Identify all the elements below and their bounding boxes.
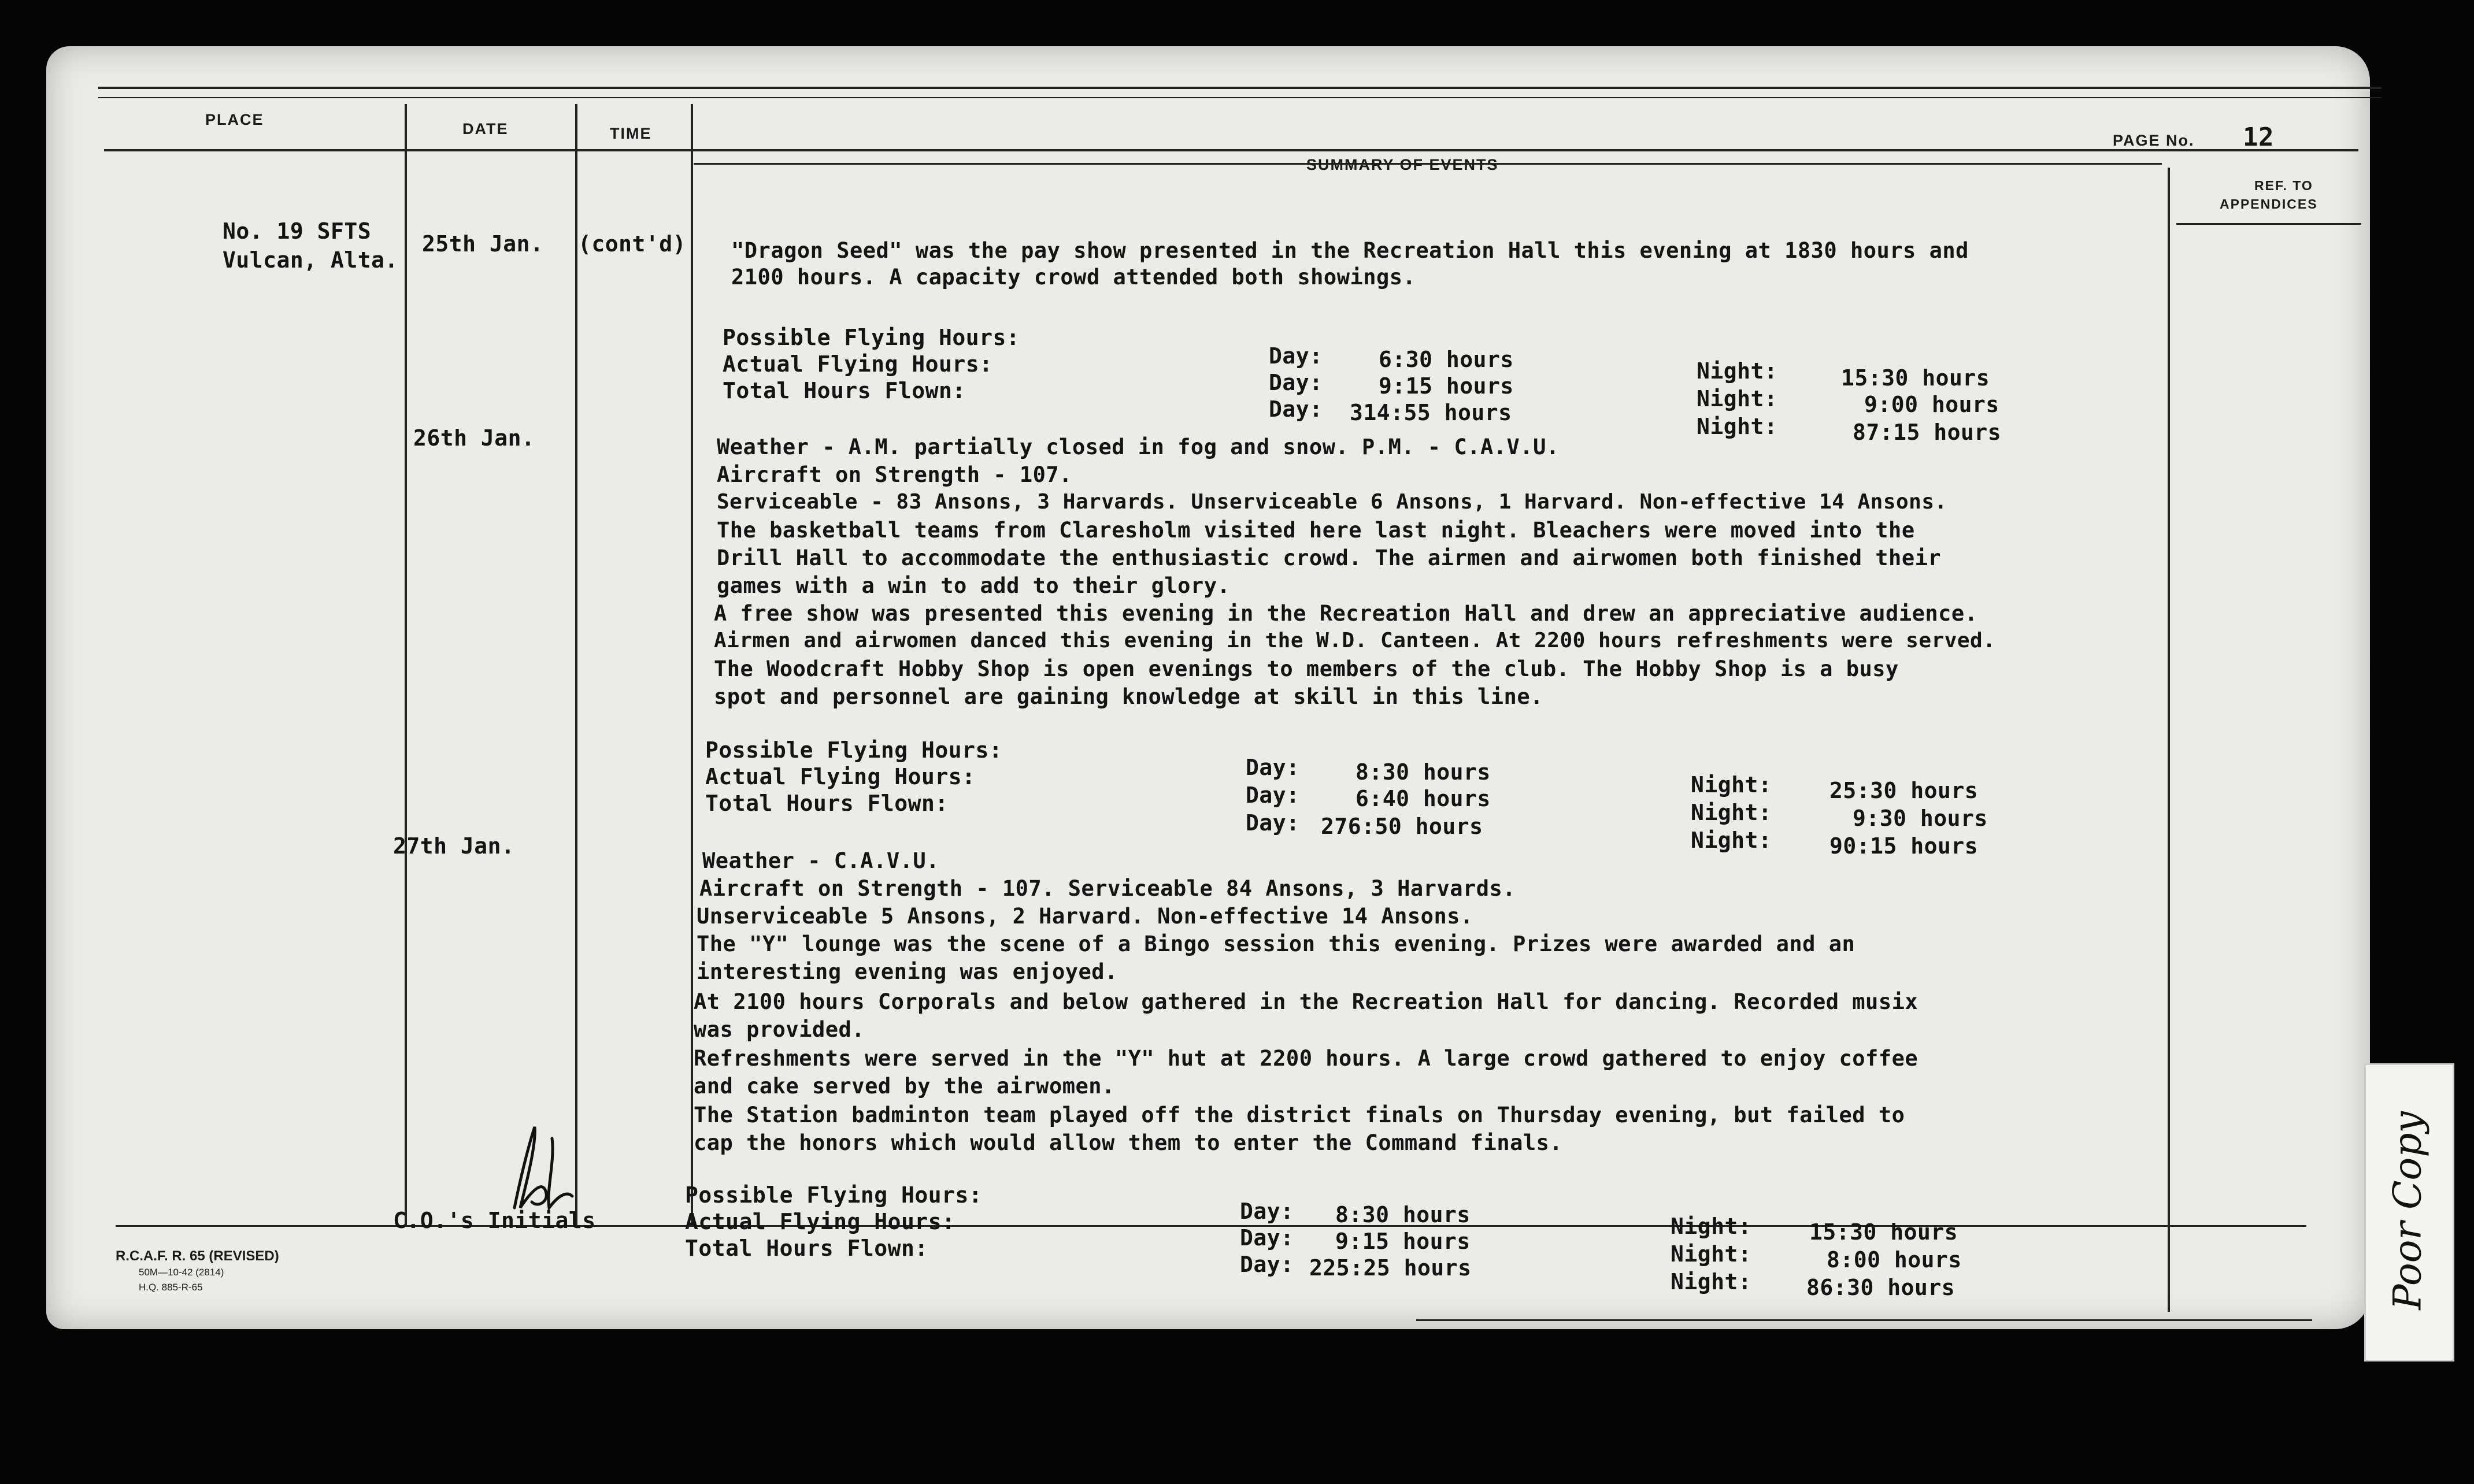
- jan27-line: Weather - C.A.V.U.: [702, 848, 939, 873]
- jan26-day-label: Day:: [1246, 810, 1300, 836]
- jan26-line: Aircraft on Strength - 107.: [717, 462, 1072, 487]
- jan25-night-total: 87:15 hours: [1853, 420, 2002, 445]
- jan27-day-actual: 9:15 hours: [1335, 1229, 1471, 1254]
- date-jan27: 27th Jan.: [393, 833, 515, 859]
- jan26-line: Weather - A.M. partially closed in fog and snow. P.M. - C.A.V.U.: [717, 435, 1560, 459]
- jan27-possible-label: Possible Flying Hours:: [685, 1182, 983, 1208]
- jan25-day-label: Day:: [1269, 396, 1323, 422]
- jan27-line: was provided.: [694, 1017, 865, 1042]
- jan25-total-label: Total Hours Flown:: [723, 378, 966, 403]
- jan27-line: Refreshments were served in the "Y" hut at 2200 hours. A large crowd gathered to enjoy coffee: [694, 1046, 1919, 1071]
- page-number: 12: [2243, 123, 2274, 152]
- jan27-line: Aircraft on Strength - 107. Serviceable 84 Ansons, 3 Harvards.: [699, 876, 1516, 901]
- header-rule-top: [98, 87, 2382, 89]
- co-initials-label: C.O.'s Initials: [393, 1208, 596, 1233]
- jan27-total-label: Total Hours Flown:: [685, 1236, 928, 1261]
- jan25-line: "Dragon Seed" was the pay show presented in the Recreation Hall this evening at 1830 hours and: [731, 238, 1969, 263]
- header-place: PLACE: [205, 111, 264, 128]
- jan26-line: games with a win to add to their glory.: [717, 573, 1231, 598]
- jan26-line: Serviceable - 83 Ansons, 3 Harvards. Unserviceable 6 Ansons, 1 Harvard. Non-effective 14 Ansons.: [717, 490, 1947, 514]
- jan26-possible-label: Possible Flying Hours:: [705, 737, 1003, 763]
- header-page-label: PAGE No.: [2113, 132, 2195, 149]
- jan25-day-actual: 9:15 hours: [1379, 373, 1514, 399]
- header-summary: SUMMARY OF EVENTS: [1306, 156, 1499, 173]
- jan27-day-total: 225:25 hours: [1309, 1255, 1472, 1281]
- jan25-night-label: Night:: [1697, 414, 1778, 439]
- jan26-night-label: Night:: [1691, 828, 1772, 853]
- jan26-day-label: Day:: [1246, 782, 1300, 808]
- jan25-night-label: Night:: [1697, 386, 1778, 411]
- jan26-day-possible: 8:30 hours: [1355, 759, 1491, 785]
- jan27-day-possible: 8:30 hours: [1335, 1202, 1471, 1227]
- form-line-3: H.Q. 885-R-65: [139, 1282, 203, 1293]
- jan27-night-actual: 8:00 hours: [1827, 1247, 1962, 1272]
- jan27-night-label: Night:: [1671, 1241, 1752, 1267]
- jan26-line: spot and personnel are gaining knowledge at skill in this line.: [714, 684, 1543, 709]
- jan26-night-label: Night:: [1691, 800, 1772, 825]
- jan27-line: At 2100 hours Corporals and below gathered in the Recreation Hall for dancing. Recorded musix: [694, 989, 1919, 1014]
- header-ref: REF. TO: [2254, 178, 2313, 193]
- time-contd: (cont'd): [578, 231, 687, 257]
- header-time: TIME: [610, 125, 652, 142]
- header-rule-top-2: [98, 97, 2382, 98]
- jan25-night-label: Night:: [1697, 358, 1778, 384]
- jan27-line: and cake served by the airwomen.: [694, 1074, 1115, 1099]
- jan26-line: The Woodcraft Hobby Shop is open evenings to members of the club. The Hobby Shop is a busy: [714, 656, 1899, 681]
- jan27-night-label: Night:: [1671, 1214, 1752, 1239]
- jan26-night-possible: 25:30 hours: [1829, 778, 1979, 803]
- co-signature: [480, 1121, 584, 1219]
- jan26-day-total: 276:50 hours: [1321, 814, 1483, 839]
- jan25-night-actual: 9:00 hours: [1864, 392, 1999, 417]
- form-name: R.C.A.F. R. 65 (REVISED): [116, 1248, 279, 1264]
- jan26-total-label: Total Hours Flown:: [705, 791, 949, 816]
- jan25-day-possible: 6:30 hours: [1379, 347, 1514, 372]
- date-jan25: 25th Jan.: [422, 231, 544, 257]
- header-appendices: APPENDICES: [2220, 196, 2318, 212]
- jan26-day-actual: 6:40 hours: [1355, 786, 1491, 811]
- jan27-day-label: Day:: [1240, 1252, 1294, 1277]
- jan25-day-label: Day:: [1269, 343, 1323, 369]
- jan25-actual-label: Actual Flying Hours:: [723, 351, 993, 377]
- header-date: DATE: [462, 120, 509, 138]
- col-rule-place-date: [405, 104, 407, 1225]
- jan26-night-total: 90:15 hours: [1829, 833, 1979, 859]
- punch-hole: [1405, 1367, 1440, 1403]
- form-line-2: 50M—10-42 (2814): [139, 1267, 224, 1278]
- jan27-day-label: Day:: [1240, 1225, 1294, 1251]
- punch-hole: [897, 1352, 933, 1388]
- jan27-actual-label: Actual Flying Hours:: [685, 1209, 955, 1234]
- col-rule-date-time: [575, 104, 577, 1225]
- jan25-night-possible: 15:30 hours: [1841, 365, 1990, 391]
- date-jan26: 26th Jan.: [413, 425, 535, 451]
- jan25-line: 2100 hours. A capacity crowd attended both showings.: [731, 265, 1416, 290]
- poor-copy-note: Poor Copy: [2385, 1111, 2430, 1310]
- jan27-night-possible: 15:30 hours: [1809, 1219, 1958, 1245]
- jan27-line: Unserviceable 5 Ansons, 2 Harvard. Non-effective 14 Ansons.: [697, 904, 1473, 929]
- jan25-possible-label: Possible Flying Hours:: [723, 325, 1020, 350]
- jan26-line: A free show was presented this evening in the Recreation Hall and drew an appreciative audience.: [714, 601, 1978, 626]
- jan26-line: Drill Hall to accommodate the enthusiastic crowd. The airmen and airwomen both finished their: [717, 546, 1942, 570]
- jan27-line: interesting evening was enjoyed.: [697, 959, 1118, 984]
- jan26-day-label: Day:: [1246, 755, 1300, 780]
- punch-hole: [2035, 1393, 2071, 1429]
- col-rule-summary-ref: [2168, 168, 2170, 1312]
- col-rule-time-summary: [691, 104, 693, 1225]
- jan27-line: The Station badminton team played off the district finals on Thursday evening, but failed to: [694, 1103, 1905, 1127]
- jan27-line: The "Y" lounge was the scene of a Bingo session this evening. Prizes were awarded and an: [697, 932, 1856, 956]
- jan25-day-total: 314:55 hours: [1350, 400, 1512, 425]
- jan27-night-label: Night:: [1671, 1269, 1752, 1294]
- place-location: Vulcan, Alta.: [223, 247, 398, 273]
- footer-rule-2: [1416, 1319, 2312, 1321]
- jan25-day-label: Day:: [1269, 370, 1323, 395]
- header-rule-bottom: [104, 149, 2358, 151]
- place-unit: No. 19 SFTS: [223, 218, 372, 244]
- jan27-night-total: 86:30 hours: [1806, 1275, 1956, 1300]
- jan26-actual-label: Actual Flying Hours:: [705, 764, 976, 789]
- jan27-day-label: Day:: [1240, 1199, 1294, 1224]
- jan26-line: The basketball teams from Claresholm visited here last night. Bleachers were moved into the: [717, 518, 1915, 543]
- jan26-night-label: Night:: [1691, 772, 1772, 797]
- appendix-rule: [2176, 223, 2361, 225]
- jan27-line: cap the honors which would allow them to enter the Command finals.: [694, 1130, 1563, 1155]
- jan26-night-actual: 9:30 hours: [1853, 806, 1988, 831]
- punch-hole: [1451, 1375, 1487, 1411]
- punch-hole: [282, 1341, 318, 1377]
- jan26-line: Airmen and airwomen danced this evening in the W.D. Canteen. At 2200 hours refreshments were served.: [714, 629, 1996, 652]
